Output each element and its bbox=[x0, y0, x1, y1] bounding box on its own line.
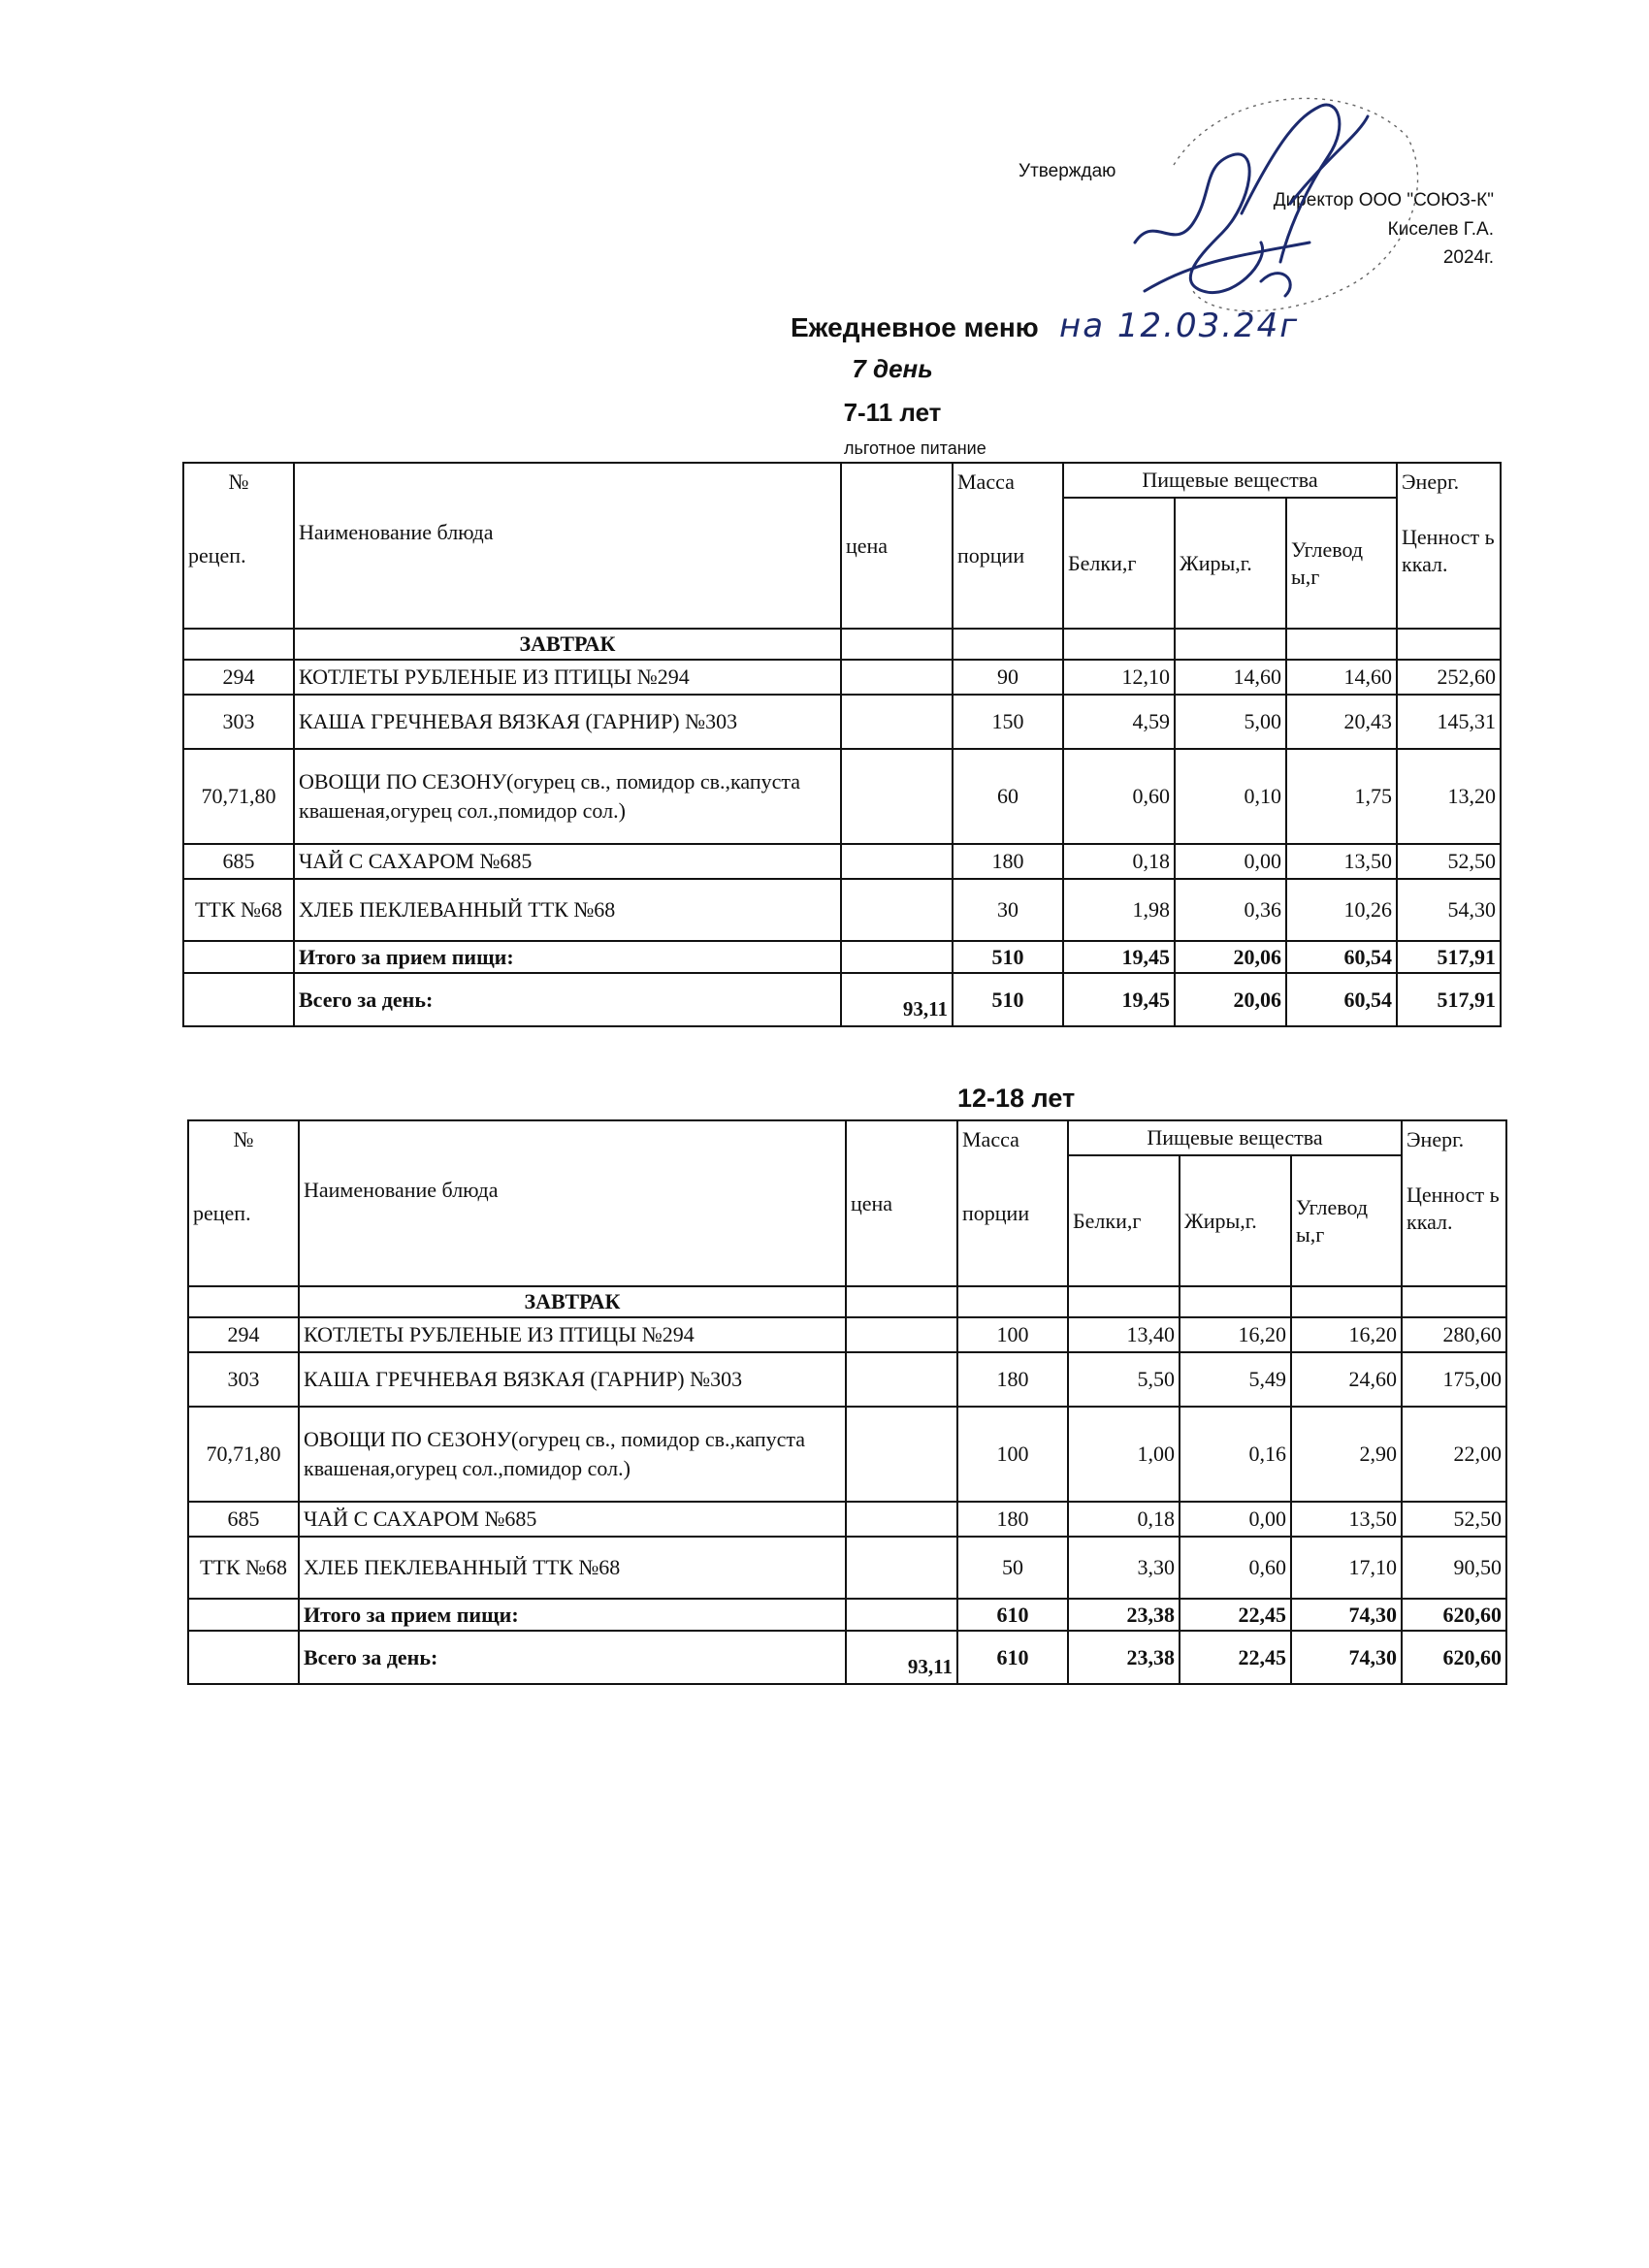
day-total-price: 93,11 bbox=[846, 1631, 957, 1684]
header-row-top bbox=[188, 1120, 1506, 1155]
cell-dish: ОВОЩИ ПО СЕЗОНУ(огурец св., помидор св.,капуста квашеная,огурец сол.,помидор сол.) bbox=[299, 1407, 846, 1502]
cell-price bbox=[841, 879, 953, 941]
header-num-bottom: рецеп. bbox=[193, 1201, 251, 1225]
empty-cell bbox=[183, 973, 294, 1026]
cell-protein: 0,18 bbox=[1063, 844, 1175, 879]
cell-fat: 5,00 bbox=[1175, 695, 1286, 749]
section-label: ЗАВТРАК bbox=[299, 1286, 846, 1317]
cell-carbs: 1,75 bbox=[1286, 749, 1397, 844]
cell-fat: 0,60 bbox=[1180, 1537, 1291, 1599]
header-energy-top: Энерг. bbox=[1402, 470, 1460, 494]
day-total-protein: 19,45 bbox=[1063, 973, 1175, 1026]
header-num bbox=[188, 1120, 299, 1286]
cell-mass: 180 bbox=[957, 1502, 1068, 1537]
header-dish: Наименование блюда bbox=[294, 463, 841, 629]
meal-total-carbs: 60,54 bbox=[1286, 941, 1397, 973]
cell-dish: КАША ГРЕЧНЕВАЯ ВЯЗКАЯ (ГАРНИР) №303 bbox=[294, 695, 841, 749]
header-fat: Жиры,г. bbox=[1180, 1155, 1291, 1286]
cell-price bbox=[841, 695, 953, 749]
table-row bbox=[183, 660, 1501, 695]
cell-price bbox=[841, 844, 953, 879]
cell-dish: ХЛЕБ ПЕКЛЕВАННЫЙ ТТК №68 bbox=[299, 1537, 846, 1599]
day-total-protein: 23,38 bbox=[1068, 1631, 1180, 1684]
cell-num: ТТК №68 bbox=[183, 879, 294, 941]
cell-dish: ХЛЕБ ПЕКЛЕВАННЫЙ ТТК №68 bbox=[294, 879, 841, 941]
meal-total-fat: 20,06 bbox=[1175, 941, 1286, 973]
header-row-top bbox=[183, 463, 1501, 498]
header-num-top: № bbox=[228, 470, 249, 494]
cell-protein: 12,10 bbox=[1063, 660, 1175, 695]
table-row bbox=[188, 1407, 1506, 1502]
table-row bbox=[183, 844, 1501, 879]
menu-table-12-18 bbox=[187, 1119, 1507, 1685]
meal-total-fat: 22,45 bbox=[1180, 1599, 1291, 1631]
cell-mass: 60 bbox=[953, 749, 1063, 844]
empty-cell bbox=[188, 1631, 299, 1684]
meal-total-kcal: 517,91 bbox=[1397, 941, 1501, 973]
header-carbs: Углевод ы,г bbox=[1286, 498, 1397, 629]
cell-fat: 5,49 bbox=[1180, 1352, 1291, 1407]
cell-protein: 0,60 bbox=[1063, 749, 1175, 844]
empty-cell bbox=[841, 941, 953, 973]
cell-fat: 16,20 bbox=[1180, 1317, 1291, 1352]
header-protein: Белки,г bbox=[1063, 498, 1175, 629]
cell-carbs: 13,50 bbox=[1286, 844, 1397, 879]
cell-price bbox=[846, 1352, 957, 1407]
cell-carbs: 10,26 bbox=[1286, 879, 1397, 941]
cell-kcal: 54,30 bbox=[1397, 879, 1501, 941]
header-nutrients: Пищевые вещества bbox=[1068, 1120, 1402, 1155]
section-row bbox=[183, 629, 1501, 660]
header-num bbox=[183, 463, 294, 629]
cell-kcal: 13,20 bbox=[1397, 749, 1501, 844]
approval-position: Директор ООО "СОЮЗ-К" bbox=[1273, 190, 1494, 211]
table-row bbox=[188, 1502, 1506, 1537]
cell-carbs: 16,20 bbox=[1291, 1317, 1402, 1352]
header-price: цена bbox=[846, 1120, 957, 1286]
cell-num: 294 bbox=[183, 660, 294, 695]
meal-total-mass: 510 bbox=[953, 941, 1063, 973]
header-dish: Наименование блюда bbox=[299, 1120, 846, 1286]
cell-dish: КАША ГРЕЧНЕВАЯ ВЯЗКАЯ (ГАРНИР) №303 bbox=[299, 1352, 846, 1407]
table-row bbox=[188, 1352, 1506, 1407]
cell-num: 70,71,80 bbox=[183, 749, 294, 844]
cell-kcal: 90,50 bbox=[1402, 1537, 1506, 1599]
header-mass-bottom: порции bbox=[957, 543, 1025, 567]
cell-carbs: 17,10 bbox=[1291, 1537, 1402, 1599]
cell-protein: 0,18 bbox=[1068, 1502, 1180, 1537]
day-total-kcal: 517,91 bbox=[1397, 973, 1501, 1026]
day-total-carbs: 74,30 bbox=[1291, 1631, 1402, 1684]
meal-total-mass: 610 bbox=[957, 1599, 1068, 1631]
cell-price bbox=[841, 749, 953, 844]
cell-mass: 90 bbox=[953, 660, 1063, 695]
cell-protein: 1,00 bbox=[1068, 1407, 1180, 1502]
cell-fat: 0,00 bbox=[1180, 1502, 1291, 1537]
cell-kcal: 252,60 bbox=[1397, 660, 1501, 695]
cell-num: 294 bbox=[188, 1317, 299, 1352]
menu-table-7-11 bbox=[182, 462, 1502, 1027]
header-energy bbox=[1397, 463, 1501, 629]
cell-num: 303 bbox=[188, 1352, 299, 1407]
day-total-fat: 20,06 bbox=[1175, 973, 1286, 1026]
cell-dish: КОТЛЕТЫ РУБЛЕНЫЕ ИЗ ПТИЦЫ №294 bbox=[299, 1317, 846, 1352]
cell-carbs: 24,60 bbox=[1291, 1352, 1402, 1407]
cell-mass: 30 bbox=[953, 879, 1063, 941]
approval-title: Утверждаю bbox=[1018, 161, 1116, 181]
section-row bbox=[188, 1286, 1506, 1317]
approval-year: 2024г. bbox=[1442, 247, 1494, 268]
meal-total-label: Итого за прием пищи: bbox=[299, 1599, 846, 1631]
meal-total-row bbox=[188, 1599, 1506, 1631]
section-label: ЗАВТРАК bbox=[294, 629, 841, 660]
header-num-bottom: рецеп. bbox=[188, 543, 246, 567]
benefit-note: льготное питание bbox=[844, 438, 986, 458]
cell-kcal: 52,50 bbox=[1397, 844, 1501, 879]
meal-total-kcal: 620,60 bbox=[1402, 1599, 1506, 1631]
day-total-mass: 510 bbox=[953, 973, 1063, 1026]
header-price: цена bbox=[841, 463, 953, 629]
cell-mass: 100 bbox=[957, 1317, 1068, 1352]
table-row bbox=[183, 879, 1501, 941]
cell-protein: 13,40 bbox=[1068, 1317, 1180, 1352]
empty-cell bbox=[183, 941, 294, 973]
header-energy-top: Энерг. bbox=[1406, 1127, 1465, 1151]
cell-price bbox=[841, 660, 953, 695]
cell-kcal: 175,00 bbox=[1402, 1352, 1506, 1407]
header-mass-bottom: порции bbox=[962, 1201, 1030, 1225]
meal-total-row bbox=[183, 941, 1501, 973]
cell-dish: ЧАЙ С САХАРОМ №685 bbox=[299, 1502, 846, 1537]
table-row bbox=[188, 1317, 1506, 1352]
cell-protein: 5,50 bbox=[1068, 1352, 1180, 1407]
day-total-row bbox=[188, 1631, 1506, 1684]
header-mass-top: Масса bbox=[957, 470, 1015, 494]
cell-protein: 1,98 bbox=[1063, 879, 1175, 941]
header-energy-bottom: Ценност ь ккал. bbox=[1406, 1183, 1500, 1234]
header-protein: Белки,г bbox=[1068, 1155, 1180, 1286]
cell-dish: КОТЛЕТЫ РУБЛЕНЫЕ ИЗ ПТИЦЫ №294 bbox=[294, 660, 841, 695]
empty-cell bbox=[188, 1599, 299, 1631]
menu-title: Ежедневное меню bbox=[791, 312, 1039, 342]
header-mass bbox=[953, 463, 1063, 629]
cell-kcal: 145,31 bbox=[1397, 695, 1501, 749]
empty-cell bbox=[846, 1599, 957, 1631]
cell-price bbox=[846, 1407, 957, 1502]
cell-fat: 14,60 bbox=[1175, 660, 1286, 695]
cell-mass: 180 bbox=[953, 844, 1063, 879]
cell-carbs: 2,90 bbox=[1291, 1407, 1402, 1502]
header-energy-bottom: Ценност ь ккал. bbox=[1402, 525, 1495, 576]
menu-day: 7 день bbox=[852, 354, 933, 383]
cell-dish: ОВОЩИ ПО СЕЗОНУ(огурец св., помидор св.,капуста квашеная,огурец сол.,помидор сол.) bbox=[294, 749, 841, 844]
cell-mass: 100 bbox=[957, 1407, 1068, 1502]
cell-kcal: 280,60 bbox=[1402, 1317, 1506, 1352]
cell-fat: 0,00 bbox=[1175, 844, 1286, 879]
table-row bbox=[188, 1537, 1506, 1599]
meal-total-protein: 19,45 bbox=[1063, 941, 1175, 973]
cell-mass: 180 bbox=[957, 1352, 1068, 1407]
table-row bbox=[183, 695, 1501, 749]
cell-protein: 4,59 bbox=[1063, 695, 1175, 749]
cell-num: 685 bbox=[188, 1502, 299, 1537]
cell-price bbox=[846, 1502, 957, 1537]
meal-total-label: Итого за прием пищи: bbox=[294, 941, 841, 973]
day-total-row bbox=[183, 973, 1501, 1026]
table-row bbox=[183, 749, 1501, 844]
header-mass bbox=[957, 1120, 1068, 1286]
cell-fat: 0,16 bbox=[1180, 1407, 1291, 1502]
header-carbs: Углевод ы,г bbox=[1291, 1155, 1402, 1286]
day-total-carbs: 60,54 bbox=[1286, 973, 1397, 1026]
age-group-1: 7-11 лет bbox=[843, 398, 942, 427]
cell-num: 70,71,80 bbox=[188, 1407, 299, 1502]
cell-carbs: 13,50 bbox=[1291, 1502, 1402, 1537]
signature-image bbox=[1116, 97, 1436, 330]
day-total-price: 93,11 bbox=[841, 973, 953, 1026]
header-mass-top: Масса bbox=[962, 1127, 1019, 1151]
cell-fat: 0,36 bbox=[1175, 879, 1286, 941]
meal-total-carbs: 74,30 bbox=[1291, 1599, 1402, 1631]
table-body bbox=[183, 660, 1501, 1026]
day-total-kcal: 620,60 bbox=[1402, 1631, 1506, 1684]
cell-kcal: 22,00 bbox=[1402, 1407, 1506, 1502]
cell-num: 685 bbox=[183, 844, 294, 879]
cell-price bbox=[846, 1317, 957, 1352]
day-total-fat: 22,45 bbox=[1180, 1631, 1291, 1684]
header-num-top: № bbox=[233, 1127, 254, 1151]
cell-price bbox=[846, 1537, 957, 1599]
header-energy bbox=[1402, 1120, 1506, 1286]
menu-date-handwritten: на 12.03.24г bbox=[1059, 307, 1300, 345]
approval-name: Киселев Г.А. bbox=[1387, 219, 1494, 240]
cell-num: 303 bbox=[183, 695, 294, 749]
day-total-label: Всего за день: bbox=[294, 973, 841, 1026]
cell-mass: 50 bbox=[957, 1537, 1068, 1599]
table-body bbox=[188, 1317, 1506, 1684]
cell-mass: 150 bbox=[953, 695, 1063, 749]
header-nutrients: Пищевые вещества bbox=[1063, 463, 1397, 498]
cell-carbs: 14,60 bbox=[1286, 660, 1397, 695]
meal-total-protein: 23,38 bbox=[1068, 1599, 1180, 1631]
day-total-label: Всего за день: bbox=[299, 1631, 846, 1684]
cell-num: ТТК №68 bbox=[188, 1537, 299, 1599]
age-group-2: 12-18 лет bbox=[957, 1084, 1076, 1113]
header-fat: Жиры,г. bbox=[1175, 498, 1286, 629]
cell-protein: 3,30 bbox=[1068, 1537, 1180, 1599]
day-total-mass: 610 bbox=[957, 1631, 1068, 1684]
cell-dish: ЧАЙ С САХАРОМ №685 bbox=[294, 844, 841, 879]
cell-carbs: 20,43 bbox=[1286, 695, 1397, 749]
cell-kcal: 52,50 bbox=[1402, 1502, 1506, 1537]
cell-fat: 0,10 bbox=[1175, 749, 1286, 844]
